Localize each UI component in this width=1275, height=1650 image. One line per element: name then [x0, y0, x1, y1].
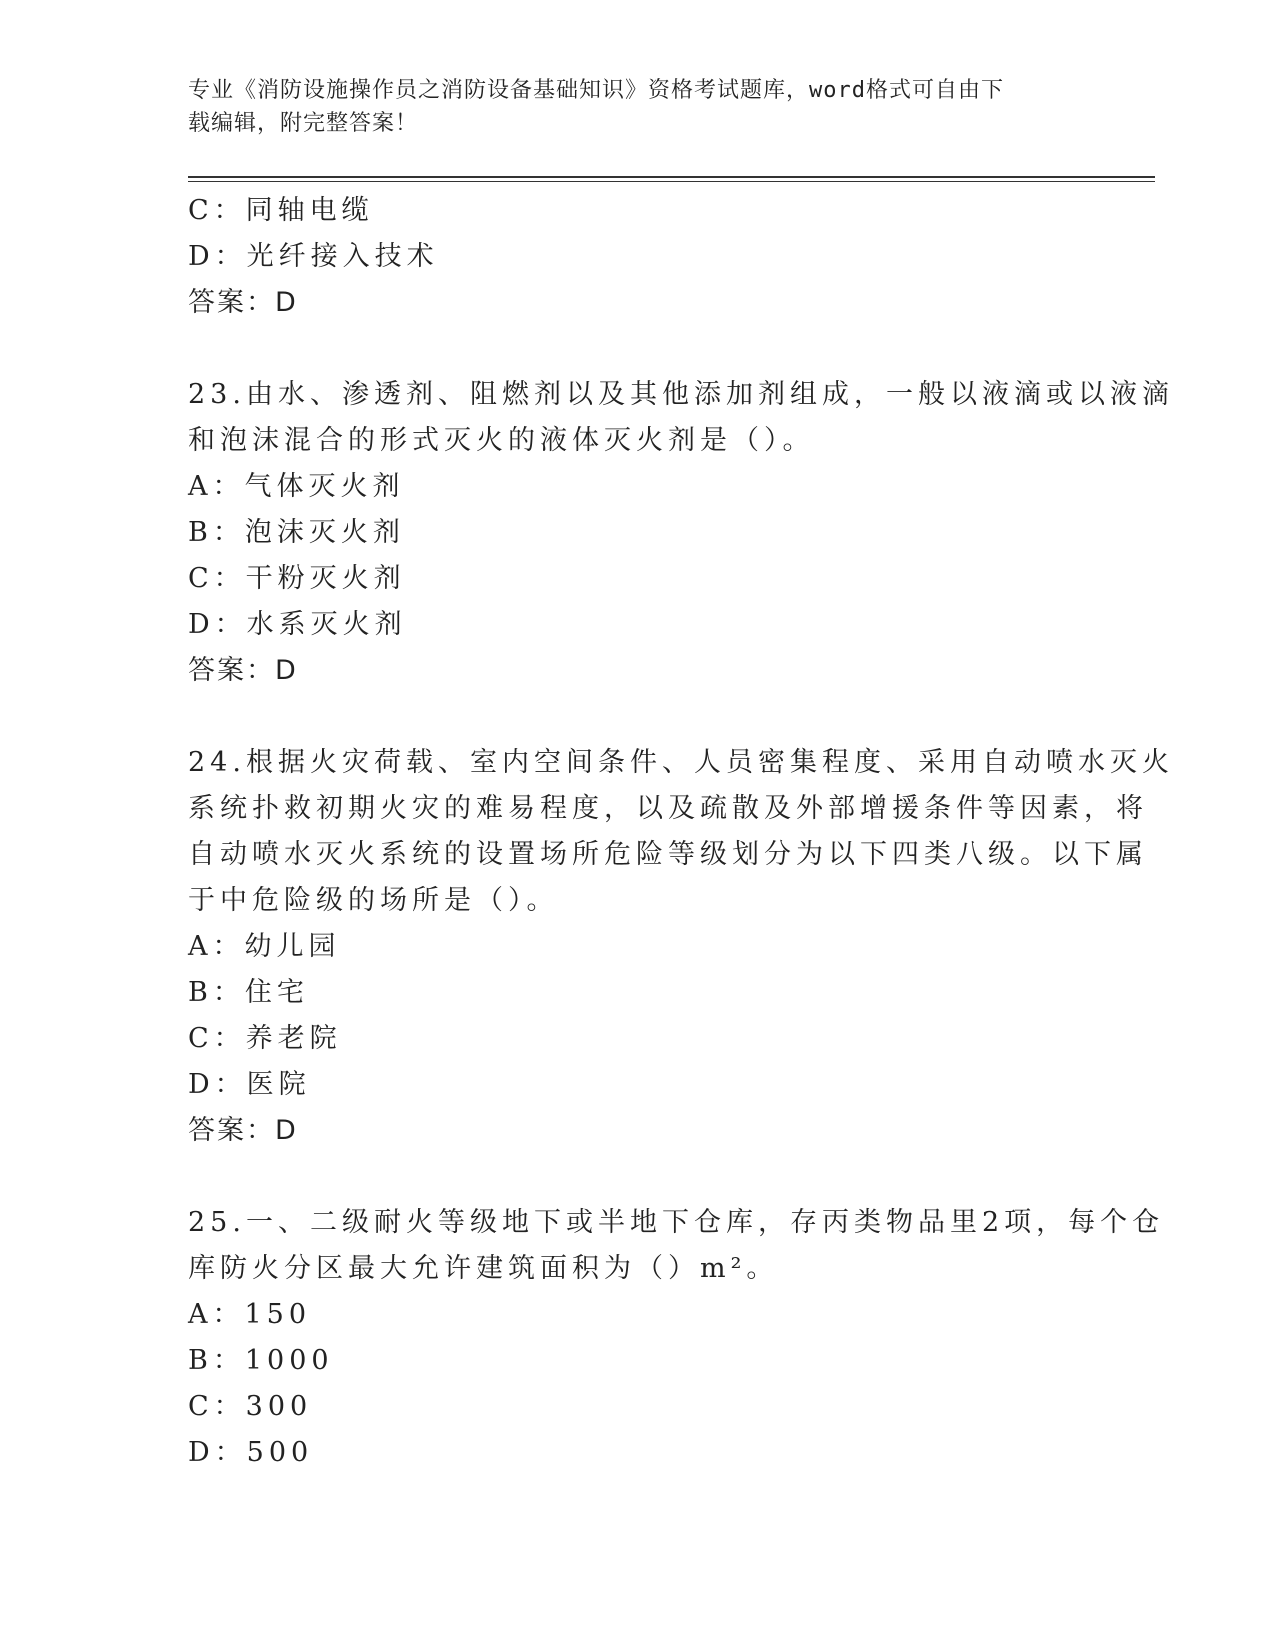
- spacer: [188, 1154, 1088, 1200]
- answer-label: 答案：D: [188, 655, 298, 686]
- option-d: D：光纤接入技术: [188, 241, 439, 272]
- question-stem-line: 系统扑救初期火灾的难易程度，以及疏散及外部增援条件等因素，将: [188, 793, 1148, 824]
- question-stem: [188, 1200, 1165, 1292]
- question-stem: [188, 372, 1174, 464]
- spacer: [188, 326, 1088, 372]
- question-25: [188, 1200, 1165, 1476]
- question-22-continued: [188, 188, 1088, 326]
- option-b: B：住宅: [188, 977, 309, 1008]
- option-b: B：1000: [188, 1345, 334, 1376]
- question-stem-line: 库防火分区最大允许建筑面积为（）m²。: [188, 1253, 779, 1284]
- header-divider: [188, 176, 1155, 178]
- question-24: [188, 740, 1174, 1154]
- option-a: A：气体灭火剂: [188, 471, 405, 502]
- question-stem-line: 自动喷水灭火系统的设置场所危险等级划分为以下四类八级。以下属: [188, 839, 1148, 870]
- question-list: [188, 188, 1174, 1476]
- option-d: D：医院: [188, 1069, 311, 1100]
- option-a: A：150: [188, 1299, 312, 1330]
- header-line-2: 载编辑，附完整答案！: [188, 111, 419, 136]
- answer-label: 答案：D: [188, 287, 298, 318]
- option-c: C：养老院: [188, 1023, 342, 1054]
- question-stem-line: 25.一、二级耐火等级地下或半地下仓库，存丙类物品里2项，每个仓: [188, 1207, 1165, 1238]
- header-line-1: 专业《消防设施操作员之消防设备基础知识》资格考试题库，word格式可自由下: [188, 78, 1004, 103]
- spacer: [188, 694, 1088, 740]
- document-header: [188, 74, 1068, 140]
- option-b: B：泡沫灭火剂: [188, 517, 405, 548]
- option-c: C：干粉灭火剂: [188, 563, 406, 594]
- question-stem-line: 24.根据火灾荷载、室内空间条件、人员密集程度、采用自动喷水灭火: [188, 747, 1174, 778]
- header-divider-thin: [188, 181, 1155, 182]
- option-c: C：300: [188, 1391, 313, 1422]
- question-stem-line: 23.由水、渗透剂、阻燃剂以及其他添加剂组成，一般以液滴或以液滴: [188, 379, 1174, 410]
- option-d: D：500: [188, 1437, 314, 1468]
- question-stem-line: 和泡沫混合的形式灭火的液体灭火剂是（）。: [188, 425, 815, 456]
- option-d: D：水系灭火剂: [188, 609, 407, 640]
- option-a: A：幼儿园: [188, 931, 341, 962]
- question-23: [188, 372, 1174, 694]
- option-c: C：同轴电缆: [188, 195, 374, 226]
- answer-label: 答案：D: [188, 1115, 298, 1146]
- question-stem: [188, 740, 1174, 924]
- question-stem-line: 于中危险级的场所是（）。: [188, 885, 559, 916]
